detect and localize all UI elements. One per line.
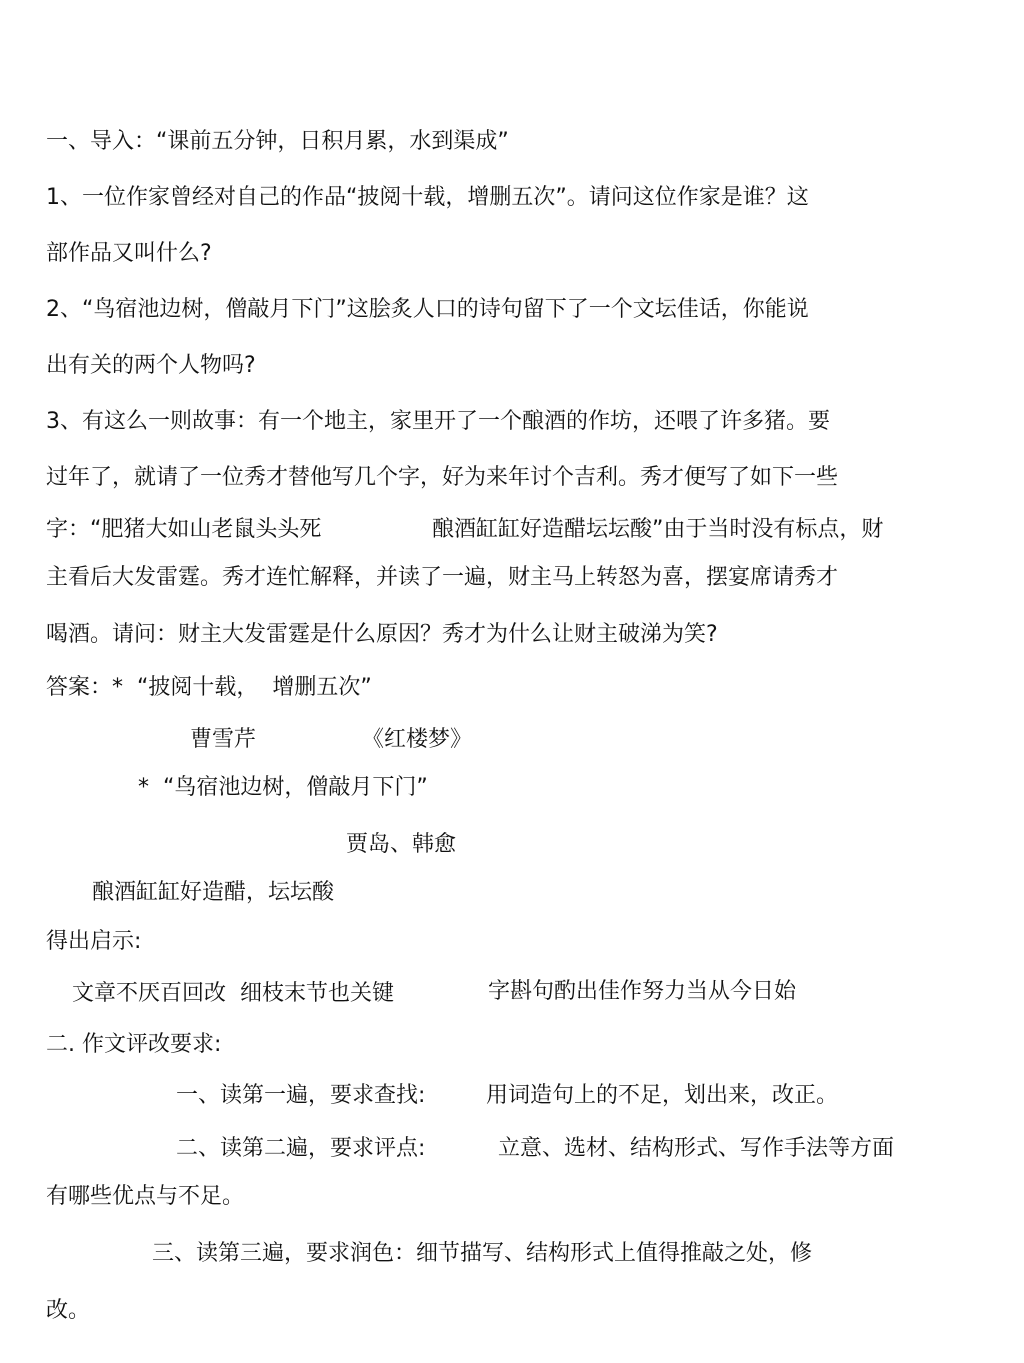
answer-phrase: 酿酒缸缸好造醋，坛坛酸 [92, 880, 335, 905]
question-3-line-3b: 酿酒缸缸好造醋坛坛酸”由于当时没有标点，财 [432, 517, 884, 542]
insight-quote-1: 文章不厌百回改 细枝末节也关键 [72, 981, 394, 1006]
requirement-2-text: 立意、选材、结构形式、写作手法等方面 [498, 1136, 895, 1161]
question-2-line-1: 2、“鸟宿池边树，僧敲月下门”这脍炙人口的诗句留下了一个文坛佳话，你能说 [46, 297, 809, 322]
question-3-line-3a: 字：“肥猪大如山老鼠头头死 [46, 517, 322, 542]
answer-author: 曹雪芹 [190, 727, 257, 752]
question-1-line-1: 1、一位作家曾经对自己的作品“披阅十载，增删五次”。请问这位作家是谁？这 [46, 185, 809, 210]
requirement-3-text: 三、读第三遍，要求润色：细节描写、结构形式上值得推敲之处，修 [152, 1241, 813, 1266]
requirement-1-label: 一、读第一遍，要求查找: [176, 1083, 426, 1108]
requirement-1-text: 用词造句上的不足，划出来，改正。 [486, 1083, 839, 1108]
question-3-line-2: 过年了，就请了一位秀才替他写几个字，好为来年讨个吉利。秀才便写了如下一些 [46, 465, 839, 490]
question-3-line-1: 3、有这么一则故事：有一个地主，家里开了一个酿酒的作坊，还喂了许多猪。要 [46, 409, 830, 434]
answer-work: 《红楼梦》 [362, 727, 473, 752]
question-3-line-4: 主看后大发雷霆。秀才连忙解释，并读了一遍，财主马上转怒为喜，摆宴席请秀才 [46, 565, 839, 590]
answer-poem: * “鸟宿池边树，僧敲月下门” [138, 775, 428, 800]
requirement-2-label: 二、读第二遍，要求评点: [176, 1136, 426, 1161]
question-1-line-2: 部作品又叫什么? [46, 241, 212, 266]
answer-people: 贾岛、韩愈 [346, 832, 457, 857]
question-3-line-5: 喝酒。请问：财主大发雷霆是什么原因？秀才为什么让财主破涕为笑? [46, 622, 718, 647]
requirement-3-continuation: 改。 [46, 1298, 91, 1323]
intro-heading: 一、导入：“课前五分钟，日积月累，水到渠成” [46, 129, 509, 154]
insight-label: 得出启示: [46, 929, 142, 954]
insight-quote-2: 字斟句酌出佳作努力当从今日始 [488, 979, 797, 1004]
question-2-line-2: 出有关的两个人物吗? [46, 353, 256, 378]
requirements-heading: 二. 作文评改要求: [46, 1032, 222, 1057]
answers-label-line: 答案：* “披阅十载， 增删五次” [46, 675, 372, 700]
requirement-2-continuation: 有哪些优点与不足。 [46, 1184, 245, 1209]
